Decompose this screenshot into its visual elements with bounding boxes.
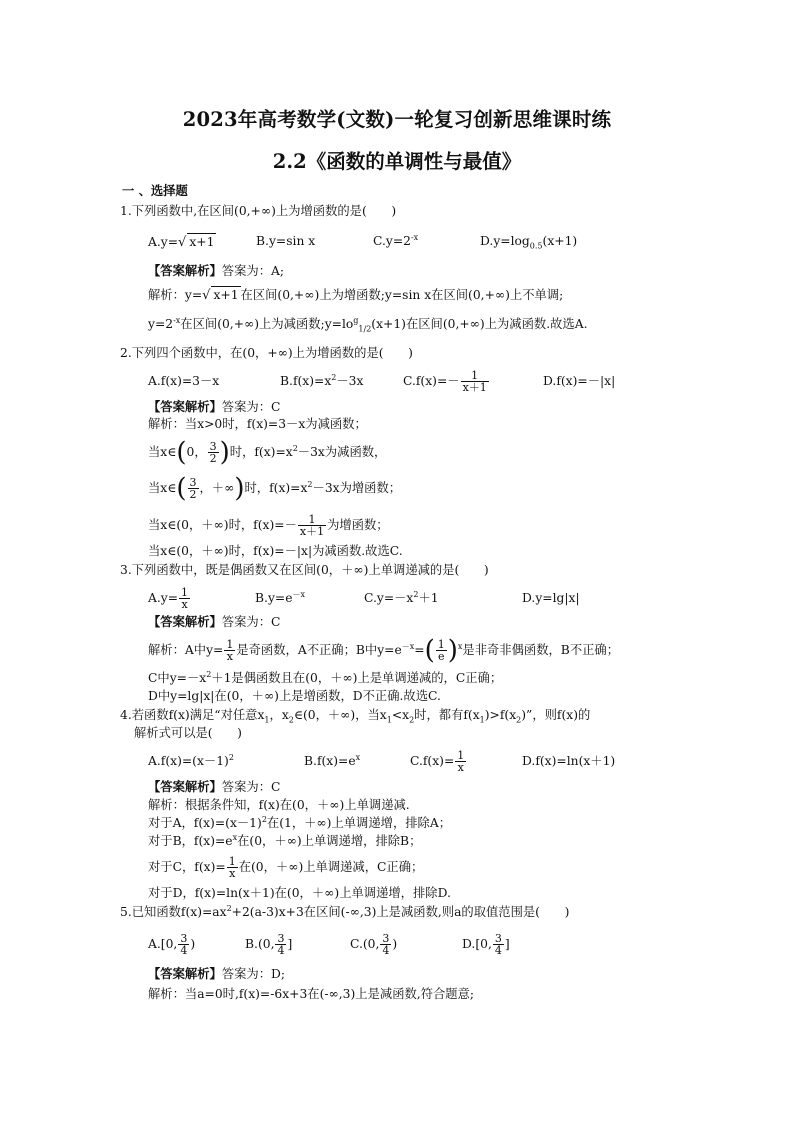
q2-explanation-4: 当x∈(0，＋∞)时，f(x)=－ $\frac{1}{x+1}$ 为增函数； [148, 513, 389, 538]
section-heading: 一 、选择题 [122, 183, 188, 198]
fraction: $\frac{3}{4}$ [382, 932, 390, 957]
document-title: 2023年高考数学(文数)一轮复习创新思维课时练 [182, 108, 612, 131]
q3-option-d: D.y=lg|x| [522, 591, 580, 605]
q3-answer: 【答案解析】答案为：C [148, 614, 281, 629]
q1-stem: 1.下列函数中,在区间(0,+∞)上为增函数的是( ) [120, 204, 397, 218]
fraction: $\frac{3}{2}$ [189, 476, 197, 501]
q3-option-c: $C.y=-x^2+1$ [364, 589, 439, 605]
q4-option-a: $A.f(x)=(x-1)^2$ [148, 752, 234, 768]
q1-answer: 【答案解析】答案为：A; [148, 263, 285, 278]
document-subtitle: 2.2《函数的单调性与最值》 [272, 150, 522, 173]
q2-stem: 2.下列四个函数中，在(0，+∞)上为增函数的是( ) [120, 346, 413, 360]
q4-explanation-3: 对于B，$f(x)=e^x$在(0，＋∞)上单调递增，排除B； [148, 832, 422, 848]
fraction: $\frac{1}{x+1}$ [462, 369, 487, 394]
q4-explanation-5: 对于D，f(x)=ln(x＋1)在(0，＋∞)上单调递增，排除D. [148, 886, 451, 900]
fraction: $\frac{1}{x}$ [228, 855, 236, 880]
q2-option-b: $B.f(x)=x^2-3x$ [280, 372, 364, 388]
q2-option-d: D.f(x)=－|x| [543, 374, 616, 388]
q4-option-d: D.f(x)=ln(x＋1) [522, 754, 616, 768]
q1-option-b: B.y=sin x [256, 234, 316, 248]
fraction: $\frac{3}{4}$ [277, 932, 285, 957]
fraction: $\frac{1}{x}$ [226, 638, 234, 663]
q5-stem: 5.已知函数$f(x)=ax^2+2(a-3)x+3$在区间(-∞,3)上是减函数,则a的取值范围是( ) [120, 903, 570, 919]
q3-explanation-1: 解析：A中y= $\frac{1}{x}$ 是奇函数，A不正确；B中$y=e^{-x}=$( $\frac{1}{e}$ )$^x$是非奇非偶函数，B不正确； [148, 635, 620, 666]
q5-option-b: B.(0, $\frac{3}{4}$ ] [245, 932, 293, 957]
q4-stem-line-2: 解析式可以是( ) [134, 726, 242, 740]
q2-option-a: A.f(x)=3－x [148, 374, 220, 388]
q5-explanation-1: 解析：当a=0时,f(x)=-6x+3在(-∞,3)上是减函数,符合题意; [148, 987, 475, 1001]
q1-option-d: $D.y=\log_{0.5}(x+1)$ [480, 234, 578, 251]
q3-option-b: $B.y=e^{-x}$ [255, 589, 305, 605]
q4-explanation-1: 解析：根据条件知，f(x)在(0，＋∞)上单调递减. [148, 798, 410, 812]
q4-option-c: C.f(x)= $\frac{1}{x}$ [410, 749, 465, 774]
fraction: $\frac{1}{e}$ [437, 638, 445, 663]
q2-answer: 【答案解析】答案为：C [148, 399, 281, 414]
q4-stem-line-1: 4.若函数f(x)满足“对任意$x_1$，$x_2\in(0$，＋∞)，当$x_1<x_2$时，都有$f(x_1)>f(x_2)$”，则f(x)的 [120, 708, 591, 725]
q3-explanation-3: D中y=lg|x|在(0，＋∞)上是增函数，D不正确.故选C. [148, 689, 441, 703]
fraction: $\frac{3}{2}$ [209, 440, 217, 465]
q1-option-a: A.y=√ x+1 [148, 235, 215, 250]
q4-explanation-2: 对于A，$f(x)=(x-1)^2$在(1，＋∞)上单调递增，排除A； [148, 814, 452, 830]
q2-explanation-3: 当x∈( $\frac{3}{2}$ ，＋∞)时，$f(x)=x^2-3x$为增函数； [148, 473, 402, 504]
q2-explanation-5: 当x∈(0，＋∞)时，f(x)=－|x|为减函数.故选C. [148, 544, 403, 558]
fraction: $\frac{1}{x}$ [457, 749, 465, 774]
fraction: $\frac{3}{4}$ [180, 932, 188, 957]
q2-explanation-1: 解析：当x>0时，f(x)=3－x为减函数； [148, 417, 367, 431]
q5-option-d: D.[0, $\frac{3}{4}$ ] [462, 932, 510, 957]
q3-option-a: A.y= $\frac{1}{x}$ [148, 586, 189, 611]
q5-option-a: A.[0, $\frac{3}{4}$ ) [148, 932, 196, 957]
q4-explanation-4: 对于C，f(x)= $\frac{1}{x}$ 在(0，＋∞)上单调递减，C正确； [148, 855, 424, 880]
fraction: $\frac{1}{x}$ [181, 586, 189, 611]
q1-explanation-2: $y=2^{-x}$在区间(0,+∞)上为减函数$;y=lo^g_{1/2}(x+1)$在区间(0,+∞)上为减函数.故选A. [148, 315, 588, 334]
q2-option-c: C.f(x)=－ $\frac{1}{x+1}$ [403, 369, 487, 394]
q5-answer: 【答案解析】答案为：D; [148, 966, 285, 981]
q5-option-c: C.(0, $\frac{3}{4}$ ) [350, 932, 398, 957]
q4-answer: 【答案解析】答案为：C [148, 779, 281, 794]
q2-explanation-2: 当x∈(0， $\frac{3}{2}$ )时，$f(x)=x^2-3x$为减函数， [148, 437, 387, 468]
q3-stem: 3.下列函数中，既是偶函数又在区间(0，＋∞)上单调递减的是( ) [120, 563, 489, 577]
fraction: $\frac{1}{x+1}$ [299, 513, 325, 538]
fraction: $\frac{3}{4}$ [494, 932, 502, 957]
q1-explanation-1: 解析：y=√ x+1 在区间(0,+∞)上为增函数;y=sin x在区间(0,+∞)上不单调; [148, 288, 564, 303]
q1-option-c: $C.y=2^{-x}$ [373, 232, 419, 248]
q3-explanation-2: C中$y=-x^2+1$是偶函数且在(0，＋∞)上是单调递减的，C正确； [148, 669, 503, 685]
q4-option-b: $B.f(x)=e^x$ [304, 752, 361, 768]
